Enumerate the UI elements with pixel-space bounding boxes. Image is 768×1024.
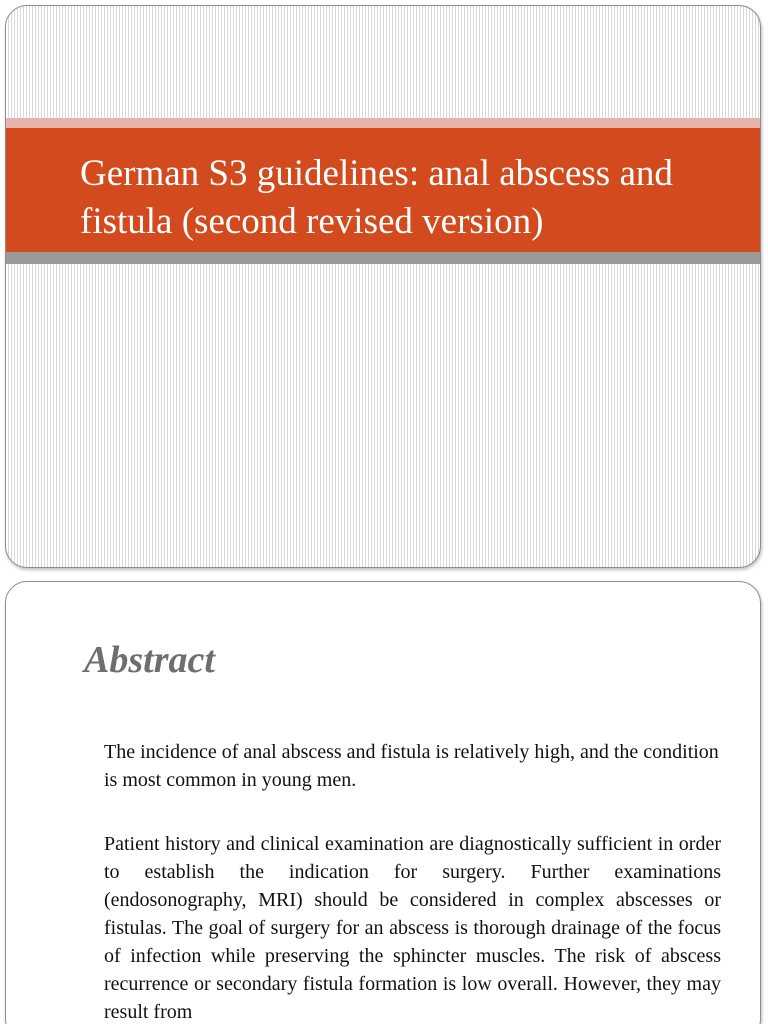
abstract-paragraph-2: Patient history and clinical examination are diagnostically sufficient in order to establish the indication for surgery. Further examinations (endosonography, MRI) should be considered in complex abscesses or fistulas. The goal of surgery for an abscess is thorough drainage of the focus of infection while preserving the sphincter muscles. The risk of abscess recurrence or secondary fistula formation is low overall. However, they may result from [104, 833, 721, 1023]
title-slide [5, 5, 761, 568]
abstract-paragraph-1: The incidence of anal abscess and fistula is relatively high, and the condition is most common in young men. [104, 741, 719, 791]
title-band-main [6, 128, 760, 252]
abstract-heading: Abstract [84, 639, 215, 681]
title-band-bottom-stripe [6, 252, 760, 264]
title-band-top-stripe [6, 118, 760, 128]
slide-title: German S3 guidelines: anal abscess and fistula (second revised version) [80, 153, 673, 242]
abstract-slide [5, 581, 761, 1024]
title-band [6, 118, 760, 264]
